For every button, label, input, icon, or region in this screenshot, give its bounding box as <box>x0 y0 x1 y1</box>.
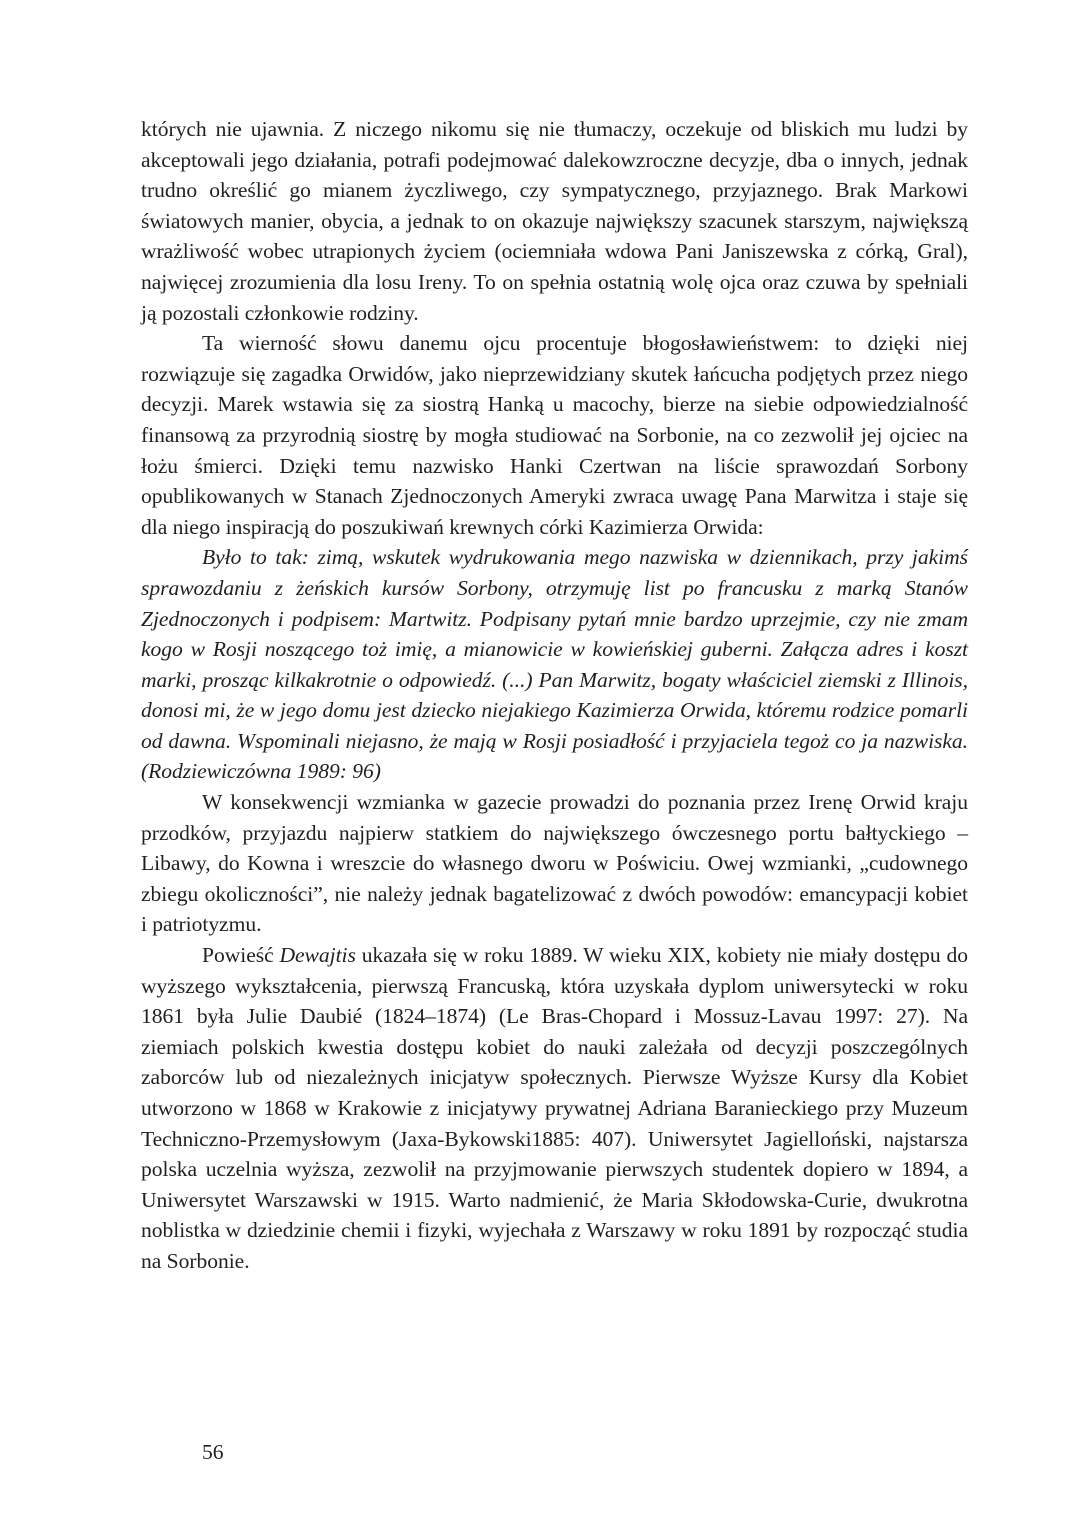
page-number: 56 <box>202 1440 224 1464</box>
paragraph-faithfulness: Ta wierność słowu danemu ojcu procentuje błogosławieństwem: to dzięki niej rozwiązuje się zagadka Orwidów, jako nieprzewidziany skutek łańcucha podjętych przez niego decyzji. Marek wstawia się za siostrą Hanką u macochy, bierze na siebie odpowiedzialność finansową za przyrodnią siostrę by mogła studiować na Sorbonie, na co zezwolił jej ojciec na łożu śmierci. Dzięki temu nazwisko Hanki Czertwan na liście sprawozdań Sorbony opublikowanych w Stanach Zjednoczonych Ameryki zwraca uwagę Pana Marwitza i staje się dla niego inspiracją do poszukiwań krewnych córki Kazimierza Orwida: <box>141 331 968 539</box>
block-quote: Było to tak: zimą, wskutek wydrukowania mego nazwiska w dziennikach, przy jakimś sprawozdaniu z żeńskich kursów Sorbony, otrzymuję list po francusku z marką Stanów Zjednoczonych i podpisem: Martwitz. Podpisany pytań mnie bardzo uprzejmie, czy nie zmam kogo w Rosji noszącego toż imię, a mianowicie w kowieńskiej guberni. Załącza adres i koszt marki, prosząc kilkakrotnie o odpowiedź. (...) Pan Marwitz, bogaty właściciel ziemski z Illinois, donosi mi, że w jego domu jest dziecko niejakiego Kazimierza Orwida, któremu rodzice pomarli od dawna. Wspominali niejasno, że mają w Rosji posiadłość i przyjaciela tegoż co ja nazwiska. (Rodziewiczówna 1989: 96) <box>141 545 968 784</box>
paragraph-consequence: W konsekwencji wzmianka w gazecie prowadzi do poznania przez Irenę Orwid kraju przodków, przyjazdu najpierw statkiem do największego ówczesnego portu bałtyckiego – Libawy, do Kowna i wreszcie do własnego dworu w Poświciu. Owej wzmianki, „cudownego zbiegu okoliczności”, nie należy jednak bagatelizować z dwóch powodów: emancypacji kobiet i patriotyzmu. <box>141 790 968 937</box>
paragraph-emancipation <box>141 940 968 1277</box>
paragraph-text: ukazała się w roku 1889. W wieku XIX, kobiety nie miały dostępu do wyższego wykształcenia, pierwszą Francuską, która uzyskała dyplom uniwersytecki w roku 1861 była Julie Daubié (1824–1874) (Le Bras-Chopard i Mossuz-Lavau 1997: 27). Na ziemiach polskich kwestia dostępu kobiet do nauki zależała od decyzji poszczególnych zaborców lub od niezależnych inicjatyw społecznych. Pierwsze Wyższe Kursy dla Kobiet utworzono w 1868 w Krakowie z inicjatywy prywatnej Adriana Baranieckiego przy Muzeum Techniczno-Przemysłowym (Jaxa-Bykowski1885: 407). Uniwersytet Jagielloński, najstarsza polska uczelnia wyższa, zezwolił na przyjmowanie pierwszych studentek dopiero w 1894, a Uniwersytet Warszawski w 1915. Warto nadmienić, że Maria Skłodowska-Curie, dwukrotna noblistka w dziedzinie chemii i fizyki, wyjechała z Warszawy w roku 1891 by rozpocząć studia na Sorbonie. <box>141 943 968 1273</box>
paragraph-continuation: których nie ujawnia. Z niczego nikomu się nie tłumaczy, oczekuje od bliskich mu ludzi by akceptowali jego działania, potrafi podejmować dalekowzroczne decyzje, dba o innych, jednak trudno określić go mianem życzliwego, czy sympatycznego, przyjaznego. Brak Markowi światowych manier, obycia, a jednak to on okazuje największy szacunek starszym, największą wrażliwość wobec utrapionych życiem (ociemniała wdowa Pani Janiszewska z córką, Gral), najwięcej zrozumienia dla losu Ireny. To on spełnia ostatnią wolę ojca oraz czuwa by spełniali ją pozostali członkowie rodziny. <box>141 117 968 325</box>
novel-title: Dewajtis <box>279 943 356 968</box>
paragraph-prefix: Powieść <box>202 943 280 968</box>
page-body <box>141 114 968 1277</box>
